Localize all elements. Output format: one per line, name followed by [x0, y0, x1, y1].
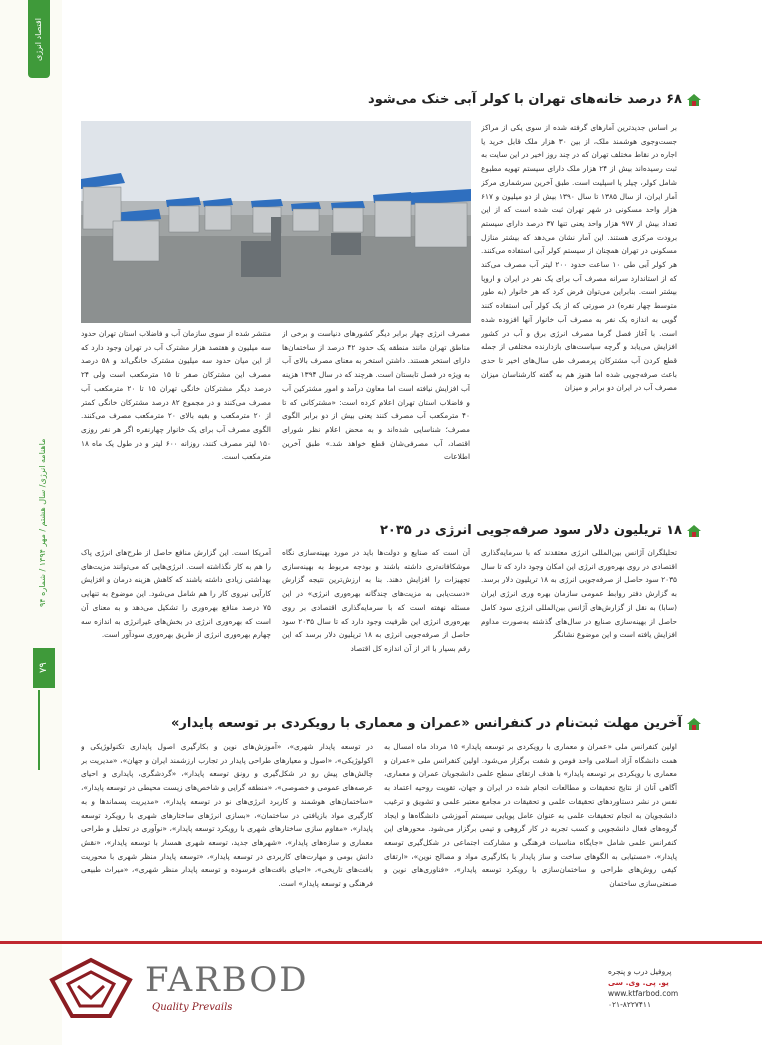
ad-product-brand: یو. پی. وی. سی	[608, 978, 669, 987]
article1-heading	[368, 92, 702, 107]
article2-column-right: تحلیلگران آژانس بین‌المللی انرژی معتقدند که با سرمایه‌گذاری اقتصادی در روی بهره‌وری انرژی این امکان وجود دارد که تا سال ۲۰۳۵ سود حاصل از صرفه‌جویی انرژی به ۱۸ تریلیون دلار برسد. به گزارش دفتر روابط عمومی سازمان بهره وری انرژی ایران (سابا) به نقل از گزارش‌های آژانس بین‌المللی انرژی سود کامل حاصل از بهینه‌سازی صنایع در سال‌های گذشته به‌صورت مداوم افزایش یافته است و این موضوع نشانگر	[481, 548, 677, 640]
ad-phone: ۰۲۱-۸۲۲۷۴۱۱	[608, 1000, 651, 1009]
article2-column-left: آمریکا است. این گزارش منافع حاصل از طرح‌های انرژی پاک را هم به کار نگذاشته است. انرژی‌هایی که می‌توانند مزیت‌های بهداشتی زیادی داشته باشند که کاهش هزینه درمان و افزایش کارآیی نیروی کار را هم شامل می‌شود. این موضوع به تنهایی ۷۵ درصد منافع بهره‌وری را تشکیل می‌دهد و به معنای آن است که بهره‌وری انرژی در بخش‌های غیرانرژی به اندازه سه چهارم بهره‌وری انرژی از طریق بهره‌وری سودآور است.	[81, 548, 271, 640]
ad-contact-block	[608, 966, 718, 1010]
article2-title: ۱۸ تریلیون دلار سود صرفه‌جویی انرژی در ۲۰۳۵	[379, 523, 682, 538]
brand-logo-text: FARBOD	[145, 960, 309, 1000]
brand-tagline: Quality Prevails	[152, 1002, 233, 1013]
ad-website[interactable]: www.ktfarbod.com	[608, 989, 679, 998]
article1-column-middle: مصرف انرژی چهار برابر دیگر کشورهای دنیاست و برخی از مناطق تهران مانند منطقه یک حدود ۴۲ درصد از ساختمان‌ها دارای استخر هستند. داشتن استخر به معنای مصرف بالای آب به ویژه در فصل تابستان است. هرچند که در سال ۱۳۹۴ هزینه آب افزایش نیافته است اما معاون درآمد و امور مشترکین آب و فاضلاب استان تهران اعلام کرده است: «مشترکانی که تا ۴۰ مترمکعب آب مصرف کنند یعنی بیش از دو برابر الگوی مصرف؛ شناسایی شده‌اند و به محض اعلام نظر شورای اقتصاد، آب مصرفی‌شان قطع خواهد شد.» طبق آخرین اطلاعات	[282, 329, 470, 462]
article1-column-left: منتشر شده از سوی سازمان آب و فاضلاب استان تهران حدود سه میلیون و هفتصد هزار مشترک آب در تهران وجود دارد که از این میان حدود سه میلیون مشترک خانگی‌اند و ۵۸ درصد مصرف این مشترکان صفر تا ۱۵ مترمکعب است ولی ۲۴ درصد دیگر مشترکان خانگی تهران ۱۵ تا ۲۰ مترمکعب آب مصرف می‌کنند و در مجموع ۸۲ درصد مشترکان خانگی کمتر از ۲۰ مترمکعب و بقیه بالای ۲۰ مترمکعب مصرف می‌کنند. الگوی مصرف آب برای یک خانوار چهارنفره اگر هر نفر روزی ۱۵۰ لیتر مصرف کنند، روزانه ۶۰۰ لیتر و در طول یک ماه ۱۸ مترمکعب است.	[81, 329, 271, 462]
article1-title: ۶۸ درصد خانه‌های تهران با کولر آبی خنک می‌شود	[368, 92, 682, 107]
article1-column-right: بر اساس جدیدترین آمارهای گرفته شده از سوی یکی از مراکز جست‌وجوی هوشمند ملک، از بین ۳۰ هزار ملک قابل خرید یا اجاره در نقاط مختلف تهران که در چند روز اخیر در این سایت به ثبت رسیده‌اند بیش از ۲۴ هزار ملک دارای سیستم تهویه مطبوع شامل کولر، چیلر یا اسپلیت است. طبق آخرین سرشماری مرکز آمار ایران، از سال ۱۳۸۵ تا سال ۱۳۹۰ بیش از دو میلیون و ۶۱۷ هزار واحد مسکونی در شهر تهران ثبت شده است که از این تعداد بیش از ۹۷۷ هزار واحد یعنی تنها ۳۷ درصد دارای سیستم برودت مرکزی هستند. این آمار نشان می‌دهد که بیشتر منازل مسکونی در تهران همچنان از سیستم کولر آبی استفاده می‌کنند. هر کولر آبی طی ۱۰ ساعت حدود ۲۰۰ لیتر آب مصرف می‌کند که از استاندارد سرانه مصرف آب برای یک نفر در ایران و اروپا بیشتر است. بنابراین می‌توان فرض کرد که هر خانوار (به طور متوسط چهار نفره) در صورتی که از یک کولر آبی استفاده کنند گویی به اندازه یک نفر به مصرف آب خانوار آنها افزوده شده است. با آغاز فصل گرما مصرف انرژی برق و آب در کشور افزایش می‌یابد و گرچه سیاست‌های بازدارنده مختلفی از جمله قطع کردن آب مشترکان پرمصرف طی سال‌های اخیر تا حدی باعث صرفه‌جویی شده اما هنوز هم به گفته کارشناسان میزان مصرف آب در ایران دو برابر و میزان	[481, 123, 677, 393]
footer-divider	[0, 941, 762, 944]
house-icon	[686, 717, 702, 731]
article3-column-left: در توسعه پایدار شهری»، «آموزش‌های نوین و بکارگیری اصول پایداری تکنولوژیکی و اکولوژیکی»، «اصول و معیارهای طراحی پایدار در تجارب ارزشمند ایران و جهان»، «مدیریت بر چالش‌های پیش رو در شکل‌گیری و رونق توسعه پایدار»، «گردشگری، پایداری و احیای عرصه‌های عمومی و خصوصی»، «منطقه گرایی و شاخص‌های زیست محیطی در توسعه پایدار»، «ساختمان‌های هوشمند و کاربرد انرژی‌های نو در توسعه پایدار»، «مدیریت پسماندها و به کارگیری مواد بازیافتی در ساختمان»، «بسازی انرژهای ساختارهای شهری با رویکرد توسعه پایدار»، «مقاوم سازی ساختارهای شهری با رویکرد توسعه پایدار»، «نوآوری در تحلیل و طراحی معماری و سازه‌های پایدار»، «شهرهای جدید، توسعه شهری همسار با توسعه پایدار»، «نقش دانش بومی و مهارت‌های کاربردی در توسعه پایدار»، «توسعه پایدار منظر شهری با محوریت بافت‌های تاریخی»، «احیای بافت‌های فرسوده و توسعه پایدار منظر شهری»، «میراث طبیعی فرهنگی و توسعه پایدار» است.	[81, 742, 373, 889]
page-sidebar	[0, 0, 62, 1045]
page-number: ۷۹	[38, 662, 49, 674]
issue-meta: ماهنامه انرژی/ سال هشتم / مهر ۱۳۹۴ / شماره ۹۴	[38, 438, 47, 607]
article3-heading	[171, 716, 702, 731]
house-icon	[686, 524, 702, 538]
sidebar-divider	[38, 690, 40, 770]
house-icon	[686, 93, 702, 107]
article2-heading	[380, 523, 702, 538]
rooftop-coolers-photo	[81, 121, 471, 323]
ad-product-line: پروفیل درب و پنجره	[608, 967, 672, 976]
article3-column-right: اولین کنفرانس ملی «عمران و معماری با رویکردی بر توسعه پایدار» ۱۵ مرداد ماه امسال به همت دانشگاه آزاد اسلامی واحد فومن و شفت برگزار می‌شود. اولین کنفرانس ملی «عمران و معماری با رویکردی بر توسعه پایدار» با هدف ارتقای سطح علمی دانشجویان عمران و معماری، آگاهی آنان از نتایج تحقیقات و مطالعات انجام شده در ایران و جهان، تقویت روحیه اعتماد به نفس در نشر دستاوردهای تحقیقات علمی و تحقیقات در مجامع معتبر علمی و تشویق و ترغیب دانشجویان به انجام تحقیقات علمی به عنوان عامل پویایی سیستم آموزشی دانشگاه‌ها و ایجاد گروه‌های فعال دانشجویی و کسب تجربه در کار گروهی و تیمی برگزار می‌شود. محورهای این کنفرانس علمی شامل «جایگاه مناسبات فرهنگی و مشارکت اجتماعی در شکل‌گیری توسعه پایدار»، «مستیابی به الگوهای ساخت و ساز پایدار با بکارگیری مواد و مصالح نوین»، «ارتقای کیفی روش‌های طراحی و ساختمان‌سازی با رویکرد توسعه پایدار»، «فناوری‌های نوین و صنعتی‌سازی ساختمان	[384, 742, 677, 889]
section-tab-label: اقتصاد انرژی	[34, 18, 43, 62]
farbod-logo-emblem	[48, 956, 134, 1020]
article3-title: آخرین مهلت ثبت‌نام در کنفرانس «عمران و معماری با رویکردی بر توسعه پایدار»	[171, 716, 682, 731]
article2-column-middle: آن است که صنایع و دولت‌ها باید در مورد بهینه‌سازی نگاه موشکافانه‌تری داشته باشند و بودجه مربوط به بهینه‌سازی تجهیزات را افزایش دهند. بنا به ارزش‌ترین نتیجه گزارش «دست‌یابی به مزیت‌های چندگانه بهره‌وری انرژی» در این مسئله نهفته است که با سرمایه‌گذاری اقتصادی بر روی بهره‌وری انرژی این ظرفیت وجود دارد که تا سال ۲۰۳۵ سود حاصل از صرفه‌جویی انرژی به ۱۸ تریلیون دلار برسد که این رقم بسیار با اثر از آن اندازه کل اقتصاد	[282, 548, 470, 653]
